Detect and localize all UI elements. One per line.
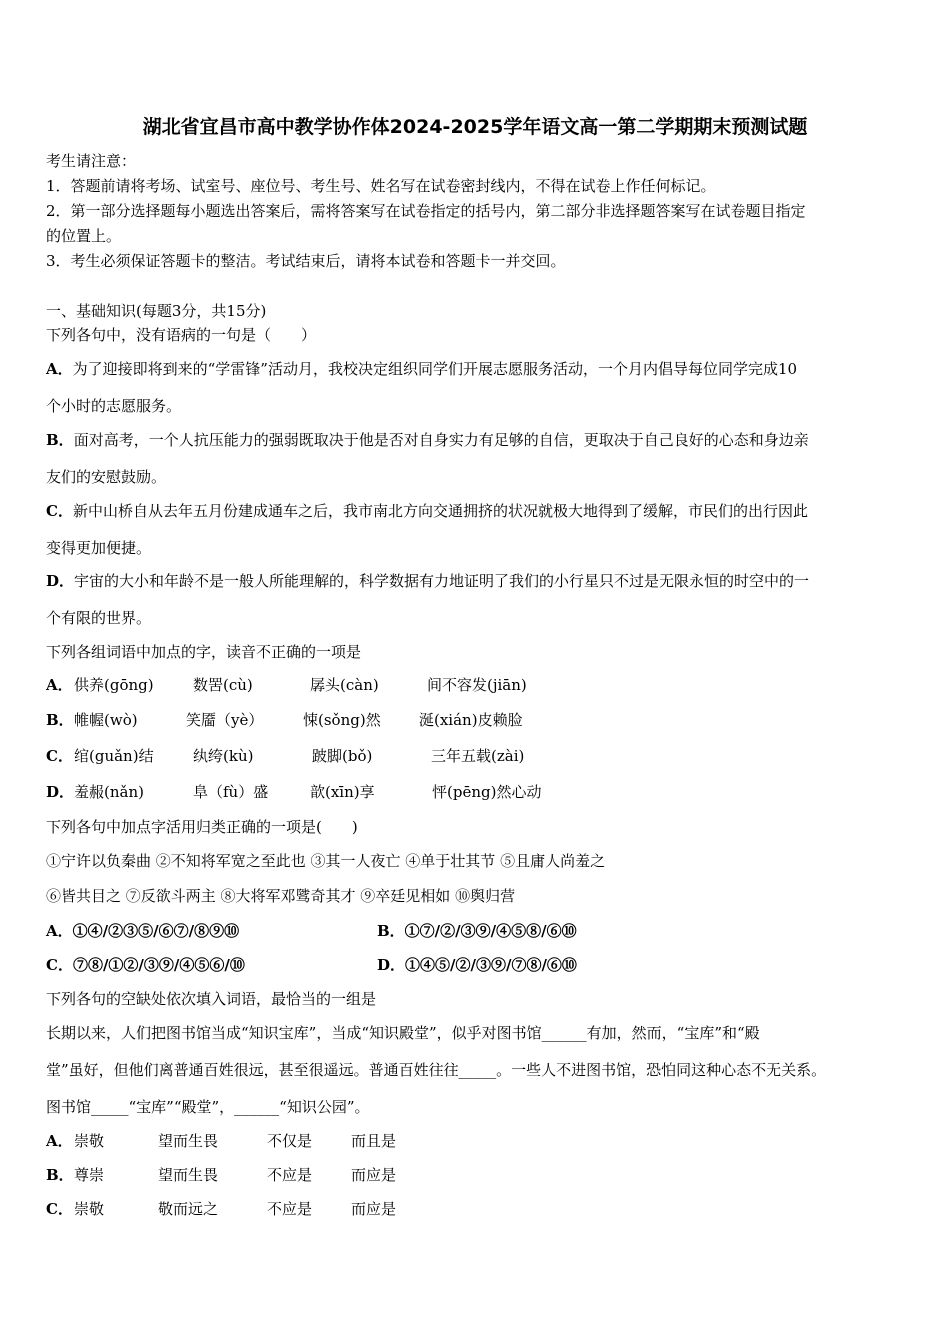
notice-item: 2．第一部分选择题每小题选出答案后，需将答案写在试卷指定的括号内，第二部分非选择题答案写在试卷题目指定 — [46, 202, 806, 220]
q3-option-b: B．①⑦/②/③⑨/④⑤⑧/⑥⑩ — [377, 922, 577, 940]
q2-c-item: 纨绔(kù) — [193, 747, 254, 765]
q4-a-label: A． — [46, 1132, 73, 1150]
q2-b-item: 笑靥（yè） — [186, 711, 264, 729]
q4-c-item: 而应是 — [351, 1200, 397, 1218]
notice-item: 1．答题前请将考场、试室号、座位号、考生号、姓名写在试卷密封线内，不得在试卷上作任何标记。 — [46, 177, 716, 195]
q2-d-item: 阜（fù）盛 — [193, 783, 269, 801]
option-text: 面对高考，一个人抗压能力的强弱既取决于他是否对自身实力有足够的自信，更取决于自己良好的心态和身边亲 — [73, 431, 809, 449]
q1-option-a-cont: 个小时的志愿服务。 — [46, 397, 182, 415]
q2-a-item: 孱头(càn) — [310, 676, 379, 694]
option-text: 宇宙的大小和年龄不是一般人所能理解的，科学数据有力地证明了我们的小行星只不过是无限永恒的时空中的一 — [74, 572, 810, 590]
q3-sentences: ⑥皆共目之 ⑦反欲斗两主 ⑧大将军邓骘奇其才 ⑨卒廷见相如 ⑩舆归营 — [46, 887, 516, 905]
q2-a-item: 数罟(cù) — [193, 676, 253, 694]
q3-stem: 下列各句中加点字活用归类正确的一项是( ) — [46, 818, 358, 836]
q2-d-item: 歆(xīn)享 — [310, 783, 375, 801]
q2-c-item: 跛脚(bǒ) — [312, 747, 373, 765]
option-label: C． — [46, 502, 73, 520]
q2-c-label: C． — [46, 747, 73, 765]
q2-d-item: 怦(pēng)然心动 — [432, 783, 542, 801]
q4-a-item: 望而生畏 — [158, 1132, 219, 1150]
q1-option-a — [46, 359, 797, 379]
q2-b-item: 涎(xián)皮赖脸 — [419, 711, 523, 729]
q3-option-d: D．①④⑤/②/③⑨/⑦⑧/⑥⑩ — [377, 956, 577, 974]
q4-stem: 下列各句的空缺处依次填入词语，最恰当的一组是 — [46, 990, 377, 1008]
q4-c-item: 崇敬 — [74, 1200, 105, 1218]
q4-c-item: 不应是 — [267, 1200, 313, 1218]
q1-option-c-cont: 变得更加便捷。 — [46, 539, 152, 557]
q4-passage: 图书馆_____“宝库”“殿堂”，______“知识公园”。 — [46, 1098, 370, 1116]
q1-stem: 下列各句中，没有语病的一句是（ ） — [46, 326, 317, 344]
q2-c-item: 三年五载(zài) — [431, 747, 525, 765]
option-label: D． — [46, 572, 75, 590]
q1-option-d-cont: 个有限的世界。 — [46, 609, 152, 627]
option-label: B． — [46, 431, 74, 449]
option-text: 为了迎接即将到来的“学雷锋”活动月，我校决定组织同学们开展志愿服务活动，一个月内倡导每位同学完成10 — [72, 360, 798, 378]
q2-b-label: B． — [46, 711, 74, 729]
q1-option-b-cont: 友们的安慰鼓励。 — [46, 468, 167, 486]
q2-a-item: 间不容发(jiān) — [427, 676, 527, 694]
q3-option-c: C．⑦⑧/①②/③⑨/④⑤⑥/⑩ — [46, 956, 245, 974]
q4-c-item: 敬而远之 — [158, 1200, 219, 1218]
notice-item: 的位置上。 — [46, 227, 122, 245]
option-text: 新中山桥自从去年五月份建成通车之后，我市南北方向交通拥挤的状况就极大地得到了缓解，市民们的出行因此 — [72, 502, 808, 520]
q4-b-item: 望而生畏 — [158, 1166, 219, 1184]
notice-heading: 考生请注意： — [46, 152, 137, 170]
q4-c-label: C． — [46, 1200, 73, 1218]
q2-a-label: A． — [46, 676, 73, 694]
q4-b-item: 而应是 — [351, 1166, 397, 1184]
q4-a-item: 而且是 — [351, 1132, 397, 1150]
q4-b-item: 尊崇 — [74, 1166, 105, 1184]
section-heading: 一、基础知识(每题3分，共15分) — [46, 302, 267, 320]
q2-a-item: 供养(gōng) — [74, 676, 154, 694]
option-label: A． — [46, 360, 73, 378]
q2-stem: 下列各组词语中加点的字，读音不正确的一项是 — [46, 643, 362, 661]
q2-b-item: 帷幄(wò) — [74, 711, 138, 729]
q1-option-c — [46, 501, 808, 521]
q2-b-item: 悚(sǒng)然 — [303, 711, 381, 729]
q1-option-b — [46, 430, 809, 450]
q2-d-item: 羞赧(nǎn) — [74, 783, 144, 801]
q3-option-a: A．①④/②③⑤/⑥⑦/⑧⑨⑩ — [46, 922, 240, 940]
q2-d-label: D． — [46, 783, 75, 801]
q4-passage: 堂”虽好，但他们离普通百姓很远，甚至很遥远。普通百姓往往_____。一些人不进图书馆，恐怕同这种心态不无关系。 — [46, 1061, 827, 1079]
q3-sentences: ①宁许以负秦曲 ②不知将军宽之至此也 ③其一人夜亡 ④单于壮其节 ⑤且庸人尚羞之 — [46, 852, 606, 870]
q2-c-item: 绾(guǎn)结 — [74, 747, 154, 765]
q4-passage: 长期以来，人们把图书馆当成“知识宝库”，当成“知识殿堂”，似乎对图书馆______有加，然而，“宝库”和“殿 — [46, 1024, 760, 1042]
q4-b-label: B． — [46, 1166, 74, 1184]
q4-b-item: 不应是 — [267, 1166, 313, 1184]
q1-option-d — [46, 571, 809, 591]
notice-item: 3．考生必须保证答题卡的整洁。考试结束后，请将本试卷和答题卡一并交回。 — [46, 252, 566, 270]
q4-a-item: 不仅是 — [267, 1132, 313, 1150]
q4-a-item: 崇敬 — [74, 1132, 105, 1150]
exam-title: 湖北省宜昌市高中教学协作体2024-2025学年语文高一第二学期期末预测试题 — [142, 116, 808, 138]
